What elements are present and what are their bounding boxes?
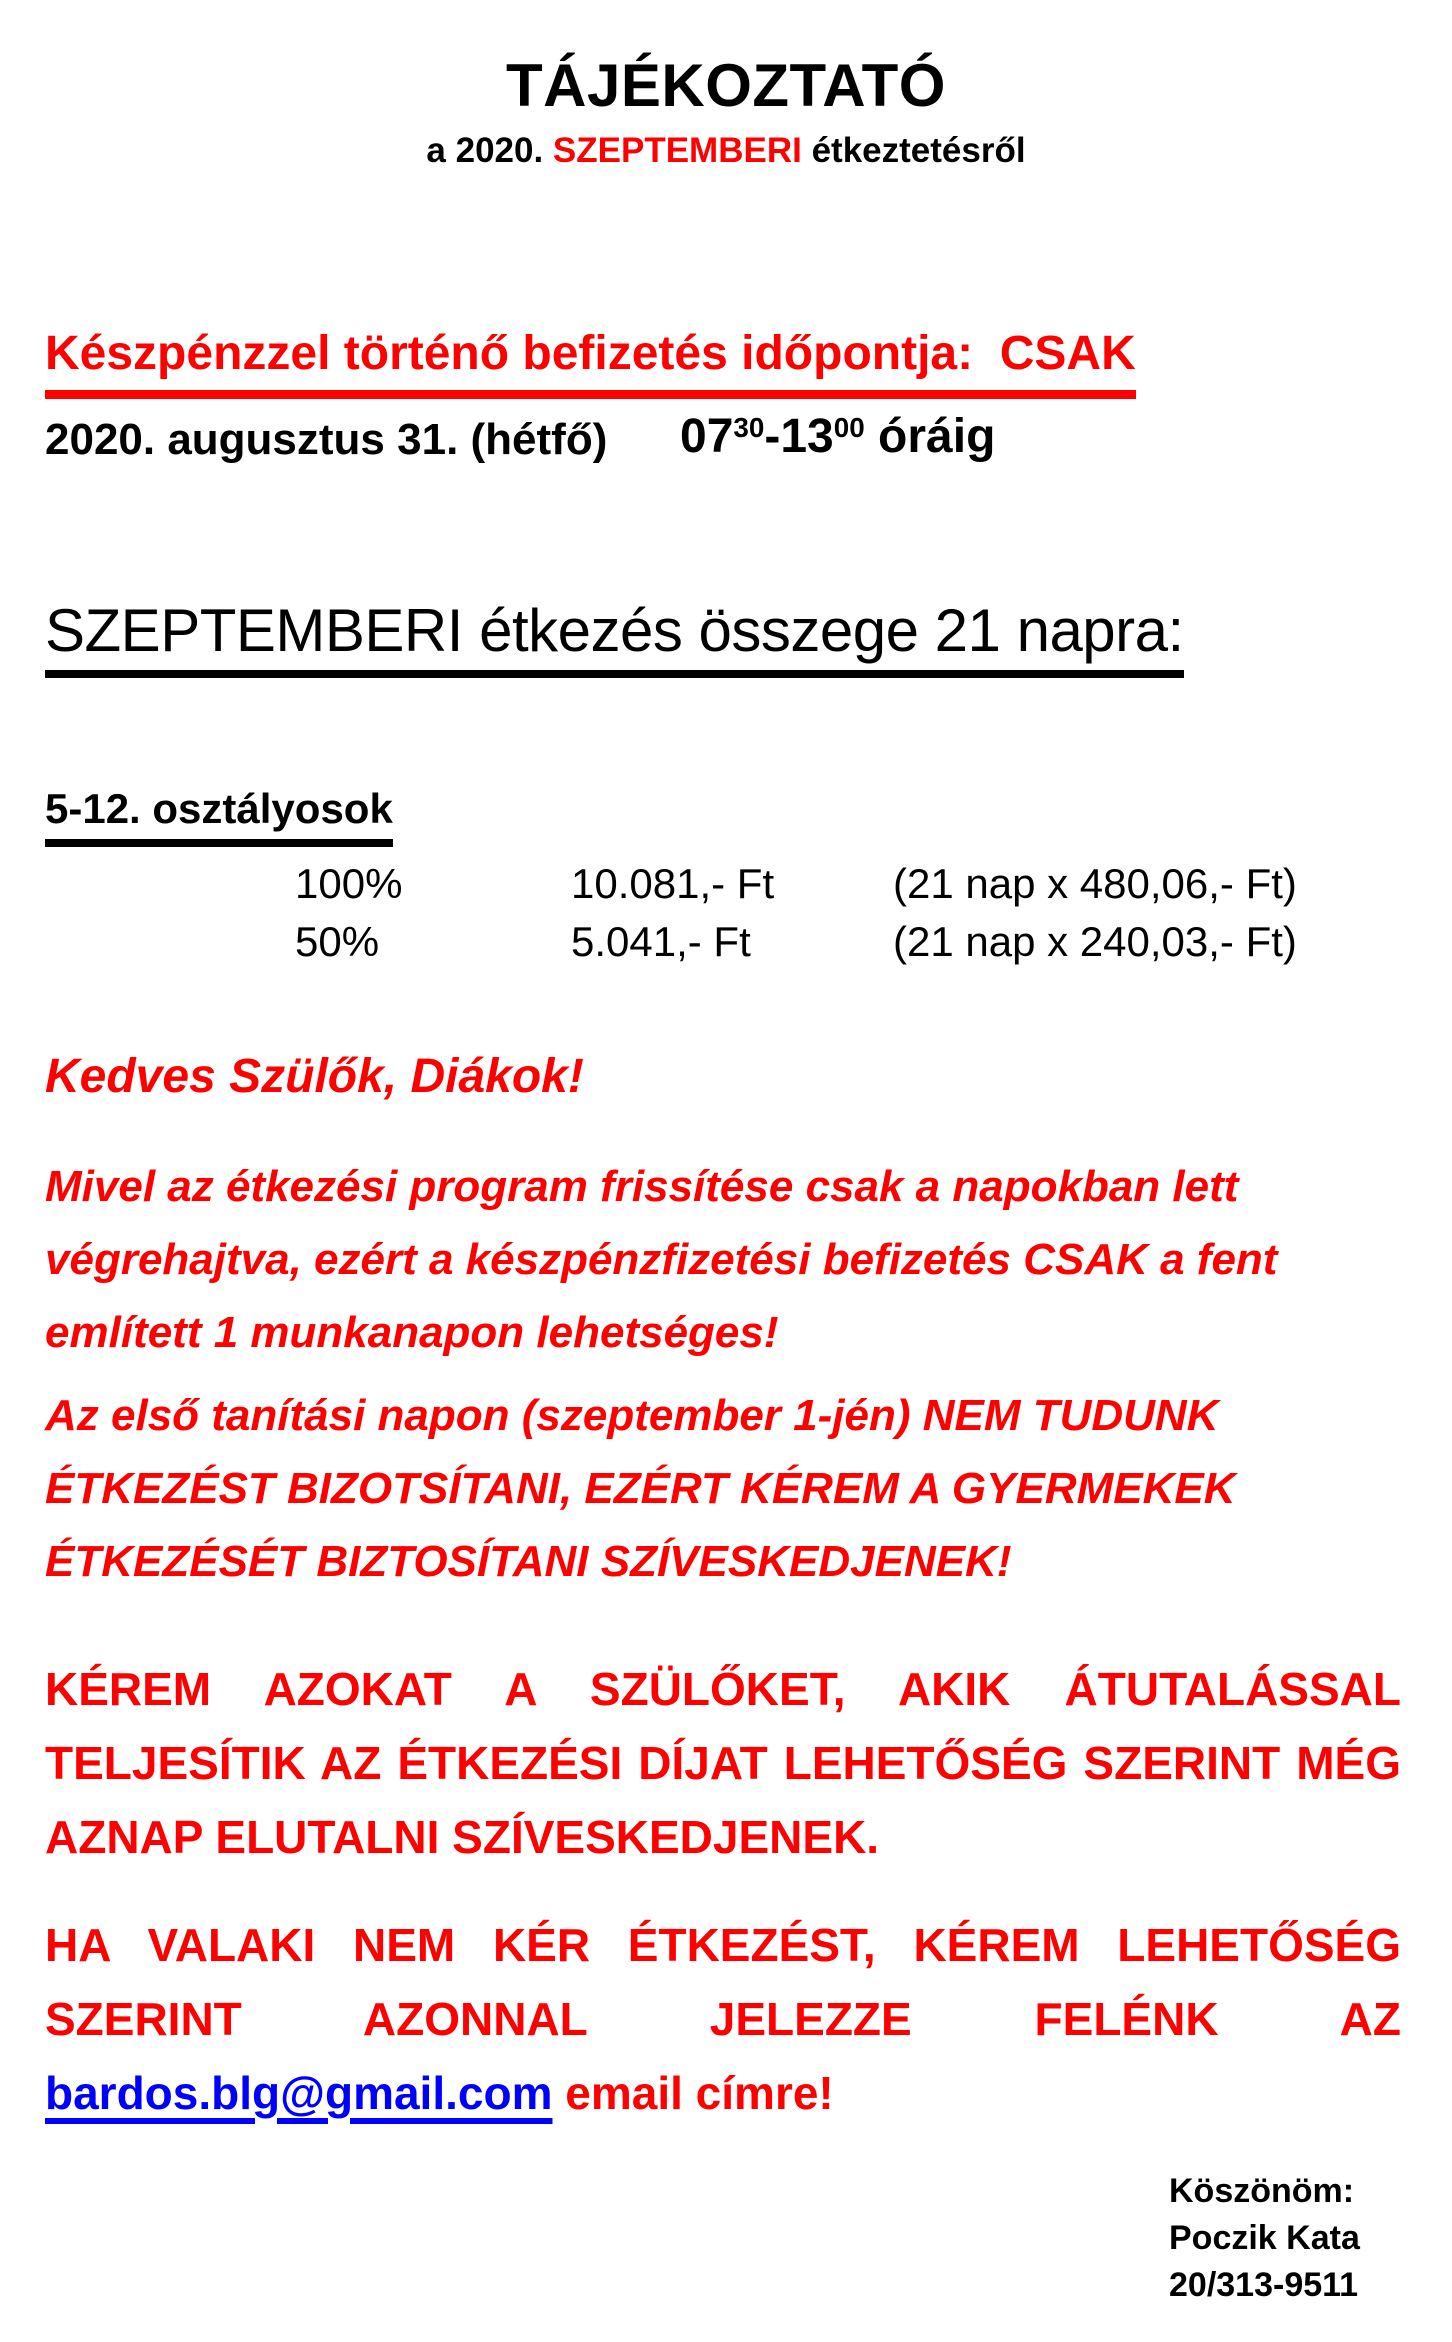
table-row (45, 855, 1410, 913)
payment-date-line (45, 411, 1410, 473)
pricing-heading: SZEPTEMBERI étkezés összege 21 napra: (45, 596, 1184, 678)
paragraph-transfer-request: KÉREM AZOKAT A SZÜLŐKET, AKIK ÁTUTALÁSSAL TELJESÍTIK AZ ÉTKEZÉSI DÍJAT LEHETŐSÉG SZERINT MÉG AZNAP ELUTALNI SZÍVESKEDJENEK. (45, 1663, 1401, 1863)
price-table (45, 855, 1410, 971)
no-meal-suffix: email címre! (552, 2067, 834, 2119)
page-subtitle (0, 128, 1452, 174)
payment-time (680, 408, 995, 472)
time-start-minutes: 30 (733, 411, 765, 443)
row-indent (45, 855, 295, 913)
subtitle-month-highlight: SZEPTEMBERI (552, 131, 802, 170)
subtitle-prefix: a 2020. (426, 131, 553, 170)
time-start-hour: 07 (680, 410, 734, 463)
pricing-group-heading: 5-12. osztályosok (45, 782, 393, 847)
signature-phone: 20/313-9511 (1169, 2266, 1359, 2304)
time-end-hour: 13 (780, 410, 834, 463)
time-separator: - (764, 410, 781, 463)
paragraph-no-meal-request (45, 1908, 1401, 2130)
payment-deadline-heading: Készpénzzel történő befizetés időpontja: CSAK (45, 325, 1136, 399)
table-row (45, 913, 1410, 971)
letter-body (45, 1150, 1401, 1598)
paragraph-program-update: Mivel az étkezési program frissítése csak a napokban lett végrehajtva, ezért a készpénzfizetési befizetés CSAK a fent említett 1 munkanapon lehetséges! (45, 1162, 1278, 1357)
email-link[interactable]: bardos.blg@gmail.com (45, 2067, 553, 2119)
pricing-section (45, 782, 1410, 971)
payment-date: 2020. augusztus 31. (hétfő) (45, 415, 608, 464)
signature-name: Poczik Kata (1169, 2219, 1360, 2257)
amount-cell: 10.081,- Ft (571, 860, 775, 907)
percent-cell: 50% (295, 918, 380, 965)
time-end-minutes: 00 (833, 411, 865, 443)
document-header (0, 50, 1452, 174)
signature-block (1169, 2168, 1360, 2309)
subtitle-suffix: étkeztetésről (801, 131, 1026, 170)
detail-cell: (21 nap x 480,06,- Ft) (893, 860, 1297, 907)
salutation: Kedves Szülők, Diákok! (45, 1050, 584, 1103)
no-meal-prefix: HA VALAKI NEM KÉR ÉTKEZÉST, KÉREM LEHETŐSÉG SZERINT AZONNAL JELEZZE FELÉNK AZ (45, 1919, 1401, 2045)
signature-thanks: Köszönöm: (1169, 2172, 1355, 2210)
page-title: TÁJÉKOZTATÓ (506, 52, 946, 119)
cash-payment-section (45, 325, 1410, 473)
amount-cell: 5.041,- Ft (571, 918, 751, 965)
time-suffix: óráig (864, 410, 996, 463)
paragraph-first-day: Az első tanítási napon (szeptember 1-jén) NEM TUDUNK ÉTKEZÉST BIZOTSÍTANI, EZÉRT KÉREM A GYERMEKEK ÉTKEZÉSÉT BIZTOSÍTANI SZÍVESKEDJENEK! (45, 1391, 1236, 1586)
row-indent (45, 913, 295, 971)
detail-cell: (21 nap x 240,03,- Ft) (893, 918, 1297, 965)
percent-cell: 100% (295, 860, 403, 907)
